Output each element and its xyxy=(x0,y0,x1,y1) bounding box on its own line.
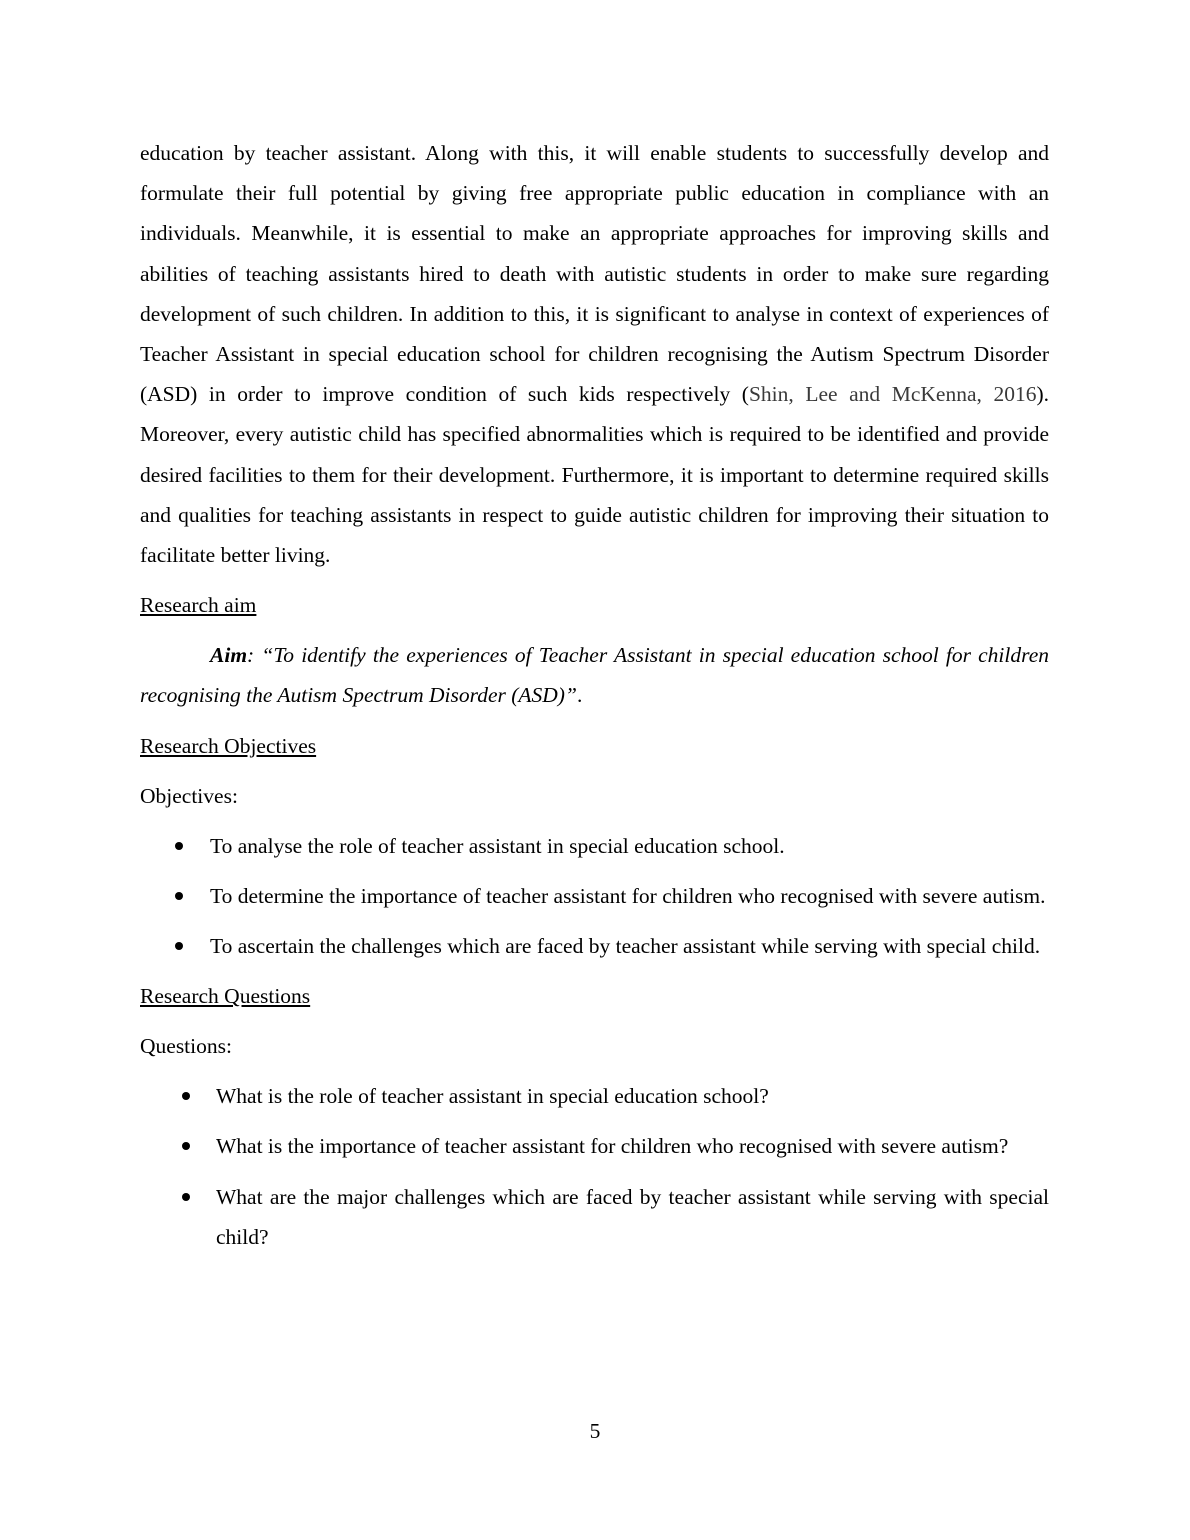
aim-label: Aim xyxy=(210,643,248,668)
intro-text: education by teacher assistant. Along with this, it will enable students to successfully develop and formulate their full potential by giving free appropriate public education in compliance with an individuals. Meanwhile, it is essential to make an appropriate approaches for improving skills and abilities of teaching assistants hired to death with autistic students in order to make sure regarding development of such children. In addition to this, it is significant to analyse in context of experiences of Teacher Assistant in special education school for children recognising the Autism Spectrum Disorder (ASD) in order to improve condition of such kids respectively ( xyxy=(140,141,1049,407)
research-objectives-heading: Research Objectives xyxy=(140,733,317,758)
page-number: 5 xyxy=(589,1419,601,1443)
objective-text: To determine the importance of teacher assistant for children who recognised with severe autism. xyxy=(210,883,1046,908)
objectives-list xyxy=(140,826,1049,967)
research-aim-heading: Research aim xyxy=(140,593,257,618)
aim-end: . xyxy=(576,683,583,708)
question-text: What is the importance of teacher assistant for children who recognised with severe autism? xyxy=(216,1134,1009,1159)
questions-list xyxy=(140,1076,1049,1257)
objective-item xyxy=(140,876,1049,916)
questions-label: Questions: xyxy=(140,1034,232,1059)
objective-item xyxy=(140,926,1049,966)
objective-text: To analyse the role of teacher assistant in special education school. xyxy=(210,833,785,858)
citation: Shin, Lee and McKenna, 2016 xyxy=(748,382,1037,407)
bullet-icon xyxy=(182,1142,190,1150)
objective-item xyxy=(140,826,1049,866)
intro-paragraph xyxy=(140,133,1049,575)
question-text: What are the major challenges which are faced by teacher assistant while serving with special child? xyxy=(216,1184,1049,1249)
objective-text: To ascertain the challenges which are faced by teacher assistant while serving with special child. xyxy=(210,934,1041,959)
question-item xyxy=(140,1126,1049,1166)
research-questions-heading: Research Questions xyxy=(140,984,311,1009)
question-text: What is the role of teacher assistant in special education school? xyxy=(216,1084,769,1109)
aim-statement xyxy=(140,635,1049,715)
intro-text-continued: ). Moreover, every autistic child has specified abnormalities which is required to be identified and provide desired facilities to them for their development. Furthermore, it is important to determine required skills and qualities for teaching assistants in respect to guide autistic children for improving their situation to facilitate better living. xyxy=(140,382,1049,568)
objectives-label: Objectives: xyxy=(140,783,238,808)
bullet-icon xyxy=(175,892,183,900)
bullet-icon xyxy=(182,1193,190,1201)
question-item xyxy=(140,1177,1049,1257)
bullet-icon xyxy=(182,1092,190,1100)
document-page xyxy=(140,133,1049,1257)
bullet-icon xyxy=(175,842,183,850)
question-item xyxy=(140,1076,1049,1116)
aim-text: : “To identify the experiences of Teacher Assistant in special education school for children recognising the Autism Spectrum Disorder (ASD)” xyxy=(140,643,1049,708)
bullet-icon xyxy=(175,942,183,950)
